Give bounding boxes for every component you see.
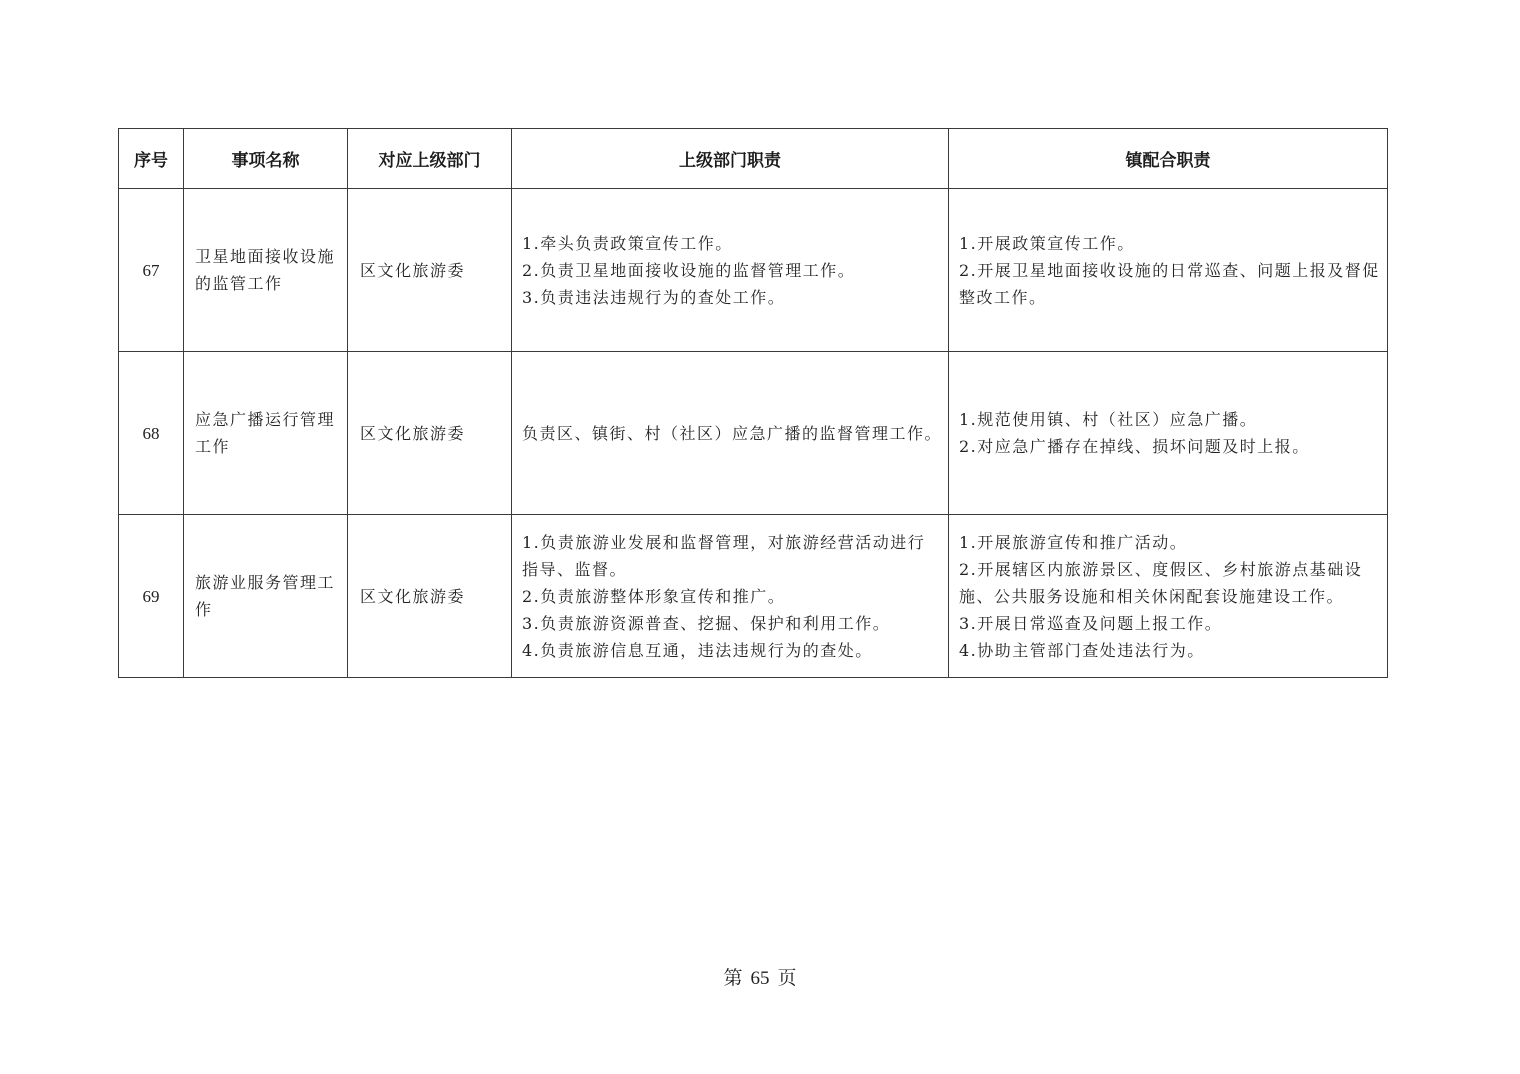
table-row — [119, 515, 1388, 678]
duty-line: 2.负责旅游整体形象宣传和推广。 — [522, 586, 786, 606]
row-upper-duties — [512, 352, 949, 515]
header-upper-department: 对应上级部门 — [348, 129, 512, 189]
duty-line: 3.负责旅游资源普查、挖掘、保护和利用工作。 — [522, 613, 891, 633]
row-item-name: 旅游业服务管理工作 — [184, 515, 348, 678]
row-town-duties — [949, 352, 1388, 515]
row-upper-department: 区文化旅游委 — [348, 189, 512, 352]
row-town-duties — [949, 189, 1388, 352]
row-upper-department: 区文化旅游委 — [348, 515, 512, 678]
row-upper-duties — [512, 189, 949, 352]
page-number-footer — [0, 963, 1520, 990]
duty-line: 2.开展卫星地面接收设施的日常巡查、问题上报及督促整改工作。 — [959, 260, 1380, 307]
table-header-row — [119, 129, 1388, 189]
row-item-name: 卫星地面接收设施的监管工作 — [184, 189, 348, 352]
duty-line: 1.开展旅游宣传和推广活动。 — [959, 532, 1188, 552]
row-serial-number: 69 — [119, 515, 184, 678]
duty-line: 2.开展辖区内旅游景区、度假区、乡村旅游点基础设施、公共服务设施和相关休闲配套设施建设工作。 — [959, 559, 1363, 606]
page-suffix: 页 — [777, 967, 797, 989]
duty-line: 4.负责旅游信息互通，违法违规行为的查处。 — [522, 640, 873, 660]
row-item-name: 应急广播运行管理工作 — [184, 352, 348, 515]
duty-line: 3.负责违法违规行为的查处工作。 — [522, 287, 786, 307]
header-item-name: 事项名称 — [184, 129, 348, 189]
duties-table — [118, 128, 1388, 678]
row-upper-duties — [512, 515, 949, 678]
duty-line: 2.对应急广播存在掉线、损坏问题及时上报。 — [959, 437, 1310, 456]
duty-line: 3.开展日常巡查及问题上报工作。 — [959, 613, 1223, 633]
duty-line: 1.牵头负责政策宣传工作。 — [522, 233, 733, 253]
duty-line: 2.负责卫星地面接收设施的监督管理工作。 — [522, 260, 856, 280]
duty-line: 4.协助主管部门查处违法行为。 — [959, 640, 1205, 660]
row-serial-number: 68 — [119, 352, 184, 515]
page-number: 65 — [750, 968, 770, 989]
page-prefix: 第 — [723, 967, 743, 989]
row-town-duties — [949, 515, 1388, 678]
duty-line: 1.负责旅游业发展和监督管理，对旅游经营活动进行指导、监督。 — [522, 532, 926, 579]
row-serial-number: 67 — [119, 189, 184, 352]
duty-line: 1.规范使用镇、村（社区）应急广播。 — [959, 410, 1258, 429]
duty-line: 负责区、镇街、村（社区）应急广播的监督管理工作。 — [522, 423, 943, 443]
header-upper-duties: 上级部门职责 — [512, 129, 949, 189]
table-row — [119, 189, 1388, 352]
duty-line: 1.开展政策宣传工作。 — [959, 233, 1135, 253]
table-row — [119, 352, 1388, 515]
row-upper-department: 区文化旅游委 — [348, 352, 512, 515]
header-town-duties: 镇配合职责 — [949, 129, 1388, 189]
header-serial-number: 序号 — [119, 129, 184, 189]
